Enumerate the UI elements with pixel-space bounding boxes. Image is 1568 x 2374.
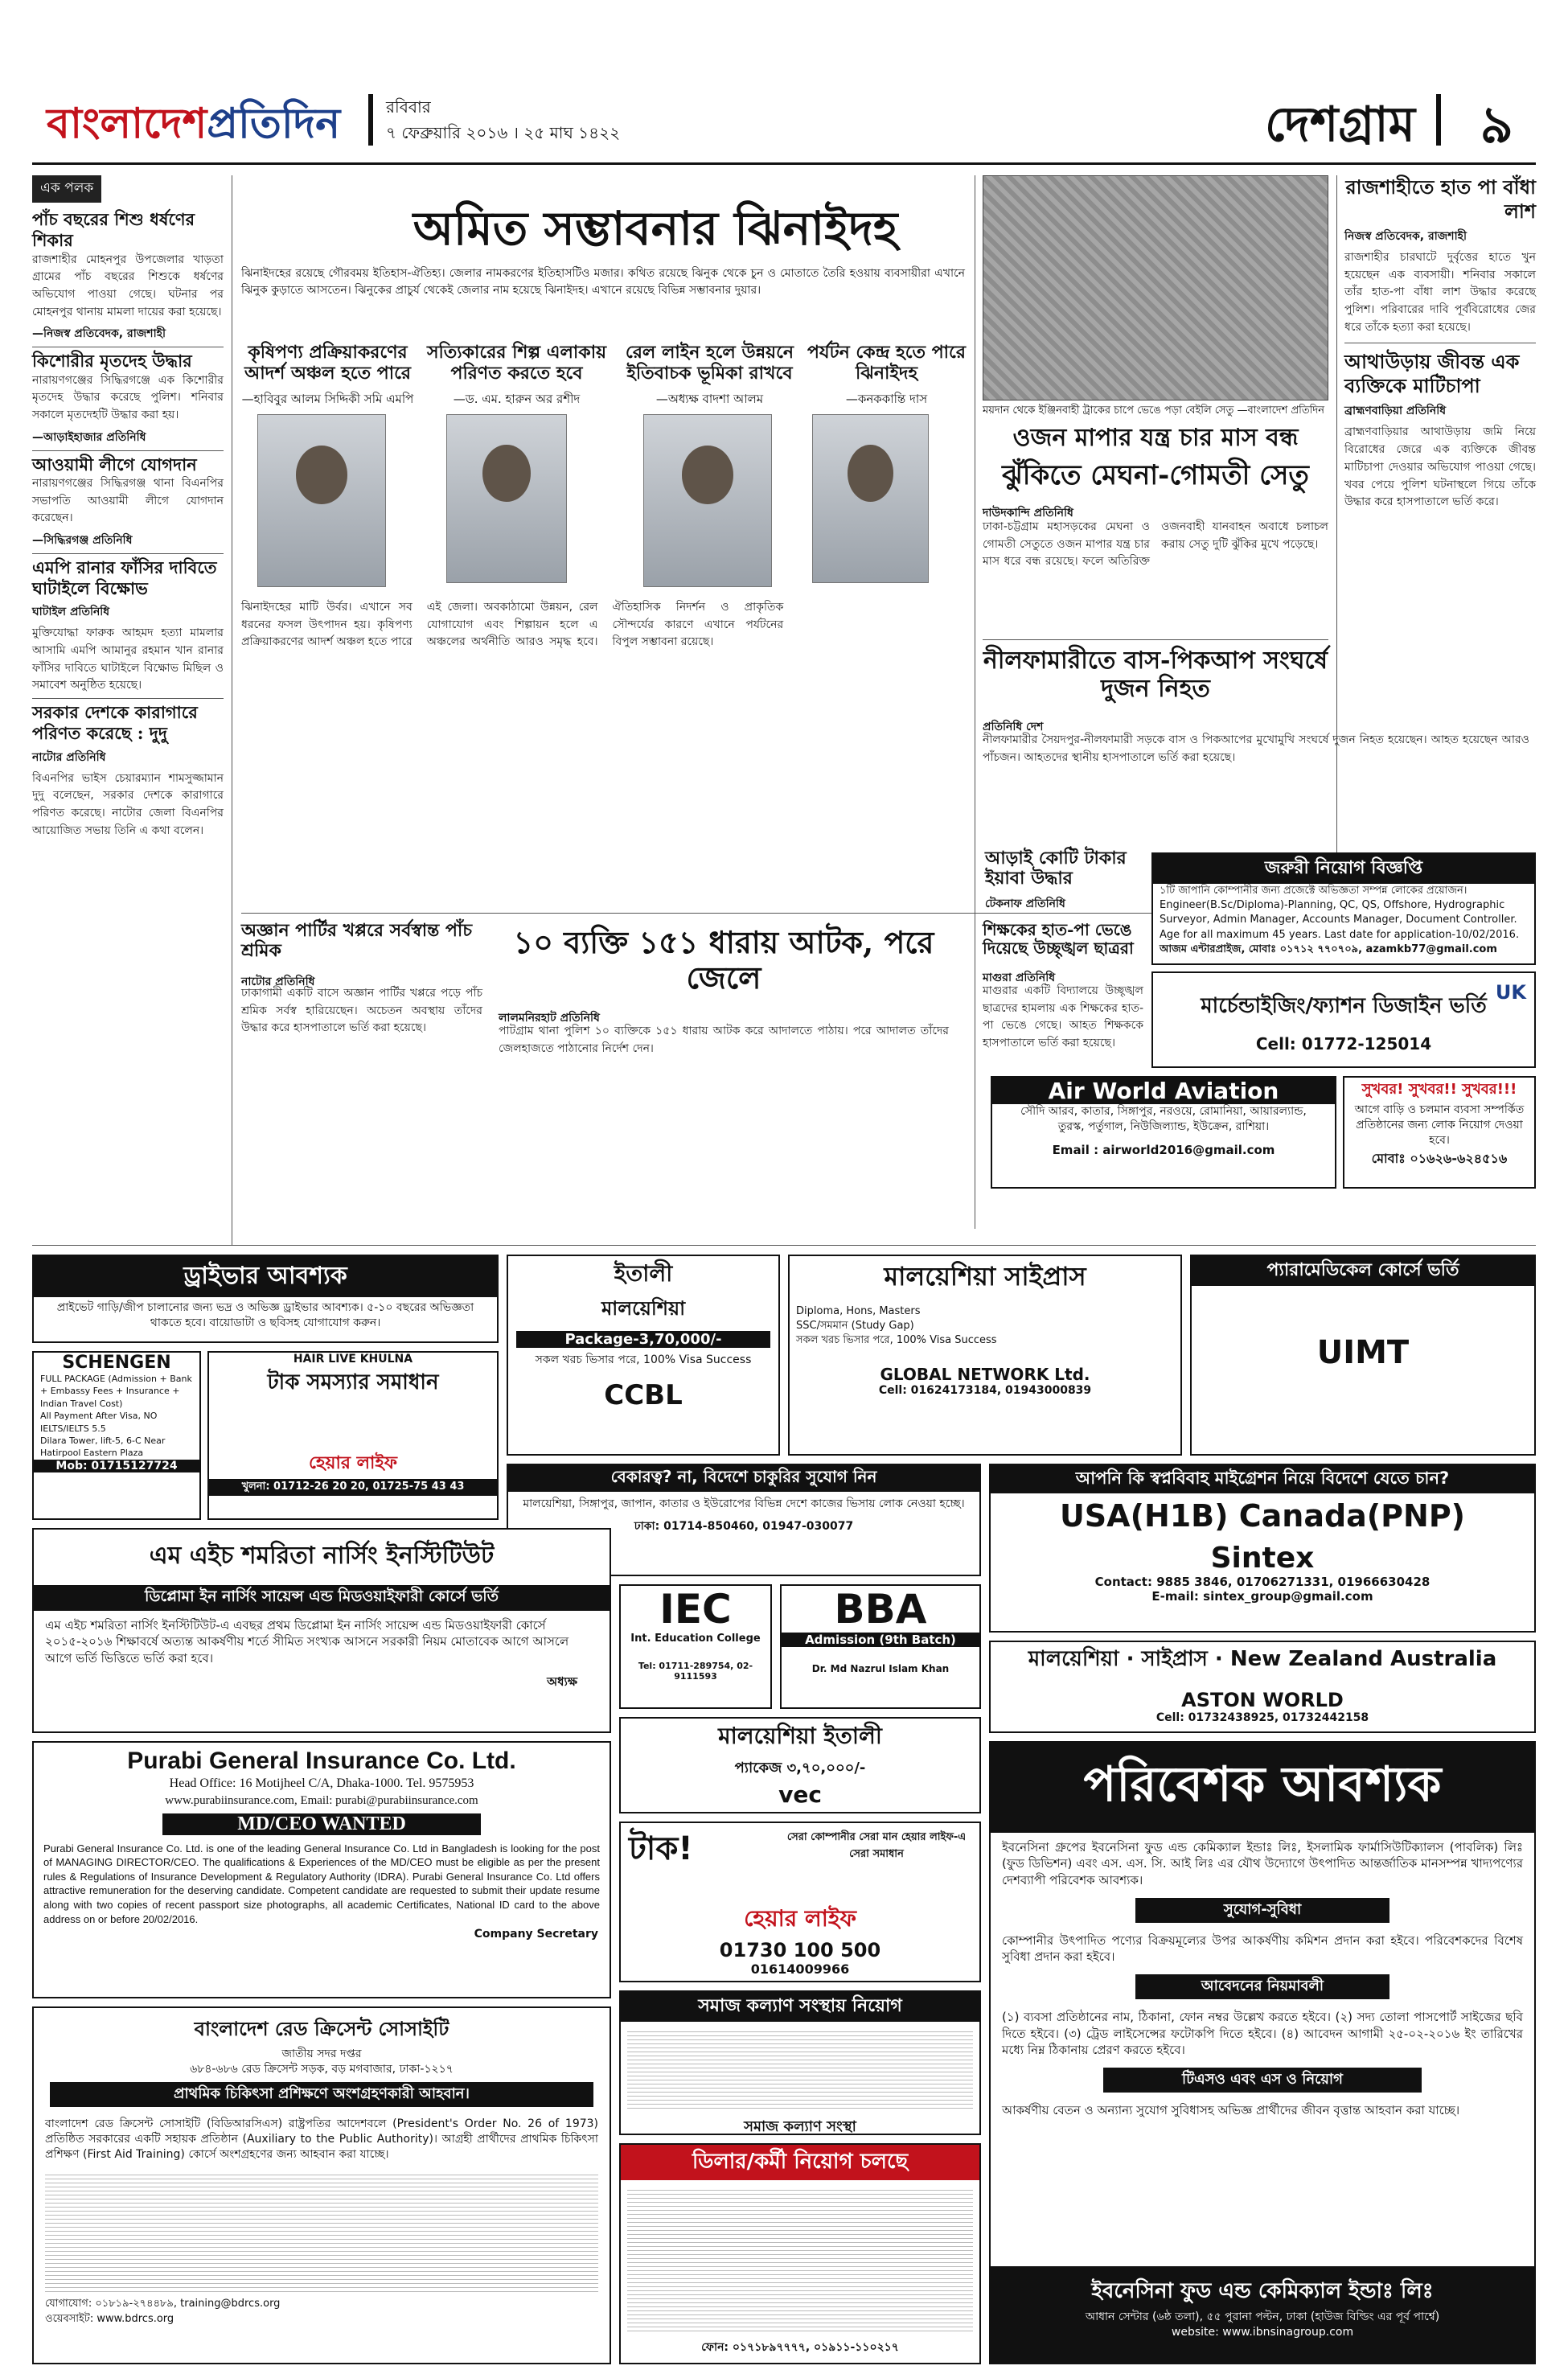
ad-title: IEC [659,1586,732,1633]
ad-phone: ঢাকা: 01714-850460, 01947-030077 [634,1519,854,1533]
ad-line: ১টি জাপানি কোম্পানীর জন্য প্রজেক্টে অভিজ্ঞতা সম্পন্ন লোকের প্রয়োজন। [1160,885,1467,897]
ad-org: সমাজ কল্যাণ সংস্থা [744,2118,856,2135]
red-crescent-ad[interactable] [32,2006,611,2364]
ad-brand: CCBL [604,1378,683,1411]
headline: আড়াই কোটি টাকার ইয়াবা উদ্ধার [985,848,1127,889]
headline: নীলফামারীতে বাস-পিকআপ সংঘর্ষে দুজন নিহত [983,647,1328,703]
ad-title: BBA [834,1586,927,1633]
news-item [32,209,224,343]
divider [32,1245,1536,1246]
ad-section-title: আবেদনের নিয়মাবলী [1135,1974,1389,1999]
ad-title: ড্রাইভার আবশ্যক [34,1256,497,1297]
ad-title: বেকারত্ব? না, বিদেশে চাকুরির সুযোগ নিন [508,1465,979,1492]
headline: কিশোরীর মৃতদেহ উদ্ধার [32,351,192,372]
air-world-ad[interactable] [991,1076,1336,1189]
divider [32,698,224,699]
nursing-institute-ad[interactable] [32,1528,611,1733]
hair-khulna-ad[interactable] [207,1351,499,1520]
ad-section-title: সুযোগ-সুবিধা [1135,1898,1389,1923]
ad-title: Air World Aviation [992,1078,1335,1104]
ad-contact: আজম এন্টারপ্রাইজ, মোবাঃ ০১৭১২ ৭৭০৭০৯, azamkb77@gmail.com [1160,943,1497,955]
ad-mobile: Mob: 01715127724 [34,1460,199,1472]
social-welfare-ad[interactable] [619,1990,981,2135]
ad-title: ডিলার/কর্মী নিয়োগ চলছে [621,2145,979,2180]
ad-title: Purabi General Insurance Co. Ltd. [127,1748,516,1774]
news-item [32,702,224,840]
portrait-photo [257,414,386,587]
right-column [1344,175,1536,511]
hair-life-ad[interactable] [619,1822,981,1982]
ad-subtitle: Admission (9th Batch) [782,1633,979,1647]
ad-title: টাক! [629,1830,693,1867]
byline: লালমনিরহাট প্রতিনিধি [499,1012,600,1025]
sub-headline: পর্যটন কেন্দ্র হতে পারে ঝিনাইদহ [807,342,966,384]
body: ঢাকা-চট্টগ্রাম মহাসড়কের মেঘনা ও গোমতী সেতুতে ওজন মাপার যন্ত্র চার মাস ধরে বন্ধ রয়েছে। ফলে অতিরিক্ত ওজনবাহী যানবাহন অবাধে চলাচল করায় সেতু দুটি ঝুঁকির মুখে পড়েছে। [983,520,1328,569]
sukhobor-ad[interactable] [1343,1076,1536,1189]
section-title: দেশগ্রাম [1264,97,1415,153]
body: বিএনপির ভাইস চেয়ারম্যান শামসুজ্জামান দুদু বলেছেন, সরকার দেশকে কারাগারে পরিণত করেছে। নাটোর জেলা বিএনপির আয়োজিত সভায় তিনি এ কথা বলেন। [32,771,224,837]
headline: অজ্ঞান পার্টির খপ্পরে সর্বস্বান্ত পাঁচ শ্রমিক [241,920,473,962]
newspaper-logo: বাংলাদেশপ্রতিদিন [47,99,341,148]
ad-line: Engineer(B.Sc/Diploma)-Planning, QC, QS, Offshore, Hydrographic Surveyor, Admin Manager, Accounts Manager, Document Controller. [1160,899,1517,926]
ad-body: (১) ব্যবসা প্রতিষ্ঠানের নাম, ঠিকানা, ফোন নম্বর উল্লেখ করতে হইবে। (২) সদ্য তোলা পাসপোর্ট সাইজের ছবি দিতে হইবে। (৩) ট্রেড লাইসেন্সের ফটোকপি দিতে হইবে। (৪) আবেদন আগামী ২৫-০২-২০১৬ ইং তারিখের মধ্যে নিম্ন ঠিকানায় প্রেরণ করতে হইবে। [1002,2010,1523,2057]
byline: —নিজস্ব প্রতিবেদক, রাজশাহী [32,327,166,341]
portrait-photo [643,414,772,587]
ad-subtitle: ডিপ্লোমা ইন নার্সিং সায়েন্স এন্ড মিডওয়াইফারী কোর্সে ভর্তি [34,1585,610,1611]
headline: পাঁচ বছরের শিশু ধর্ষণের শিকার [32,209,195,251]
ad-web: ওয়েবসাইট: www.bdrcs.org [45,2312,174,2325]
ad-line: SSC/সমমান (Study Gap) [796,1320,914,1333]
headline: এমপি রানার ফাঁসির দাবিতে ঘাটাইলে বিক্ষোভ [32,557,217,599]
ad-title: মালয়েশিয়া সাইপ্রাস [884,1261,1086,1292]
ad-phone: Cell: 01772-125014 [1255,1034,1432,1054]
byline: টেকনাফ প্রতিনিধি [985,897,1065,910]
ad-title: পরিবেশক আবশ্যক [991,1743,1534,1833]
ad-company: ইবনেসিনা ফুড এন্ড কেমিক্যাল ইন্ডাঃ লিঃ [1091,2279,1434,2303]
byline: দাউদকান্দি প্রতিনিধি [983,507,1073,520]
ad-line: Age for all maximum 45 years. Last date for application-10/02/2016. [1160,928,1520,941]
body: নীলফামারীর সৈয়দপুর-নীলফামারী সড়কে বাস ও পিকআপের মুখোমুখি সংঘর্ষে দুজন নিহত হয়েছেন। আহত হয়েছেন আরও পাঁচজন। আহতদের স্থানীয় হাসপাতালে ভর্তি করা হয়েছে। [983,733,1529,764]
page-number: ৯ [1480,95,1513,155]
headline: আওয়ামী লীগে যোগদান [32,454,197,474]
body: মুক্তিযোদ্ধা ফারুক আহমদ হত্যা মামলার আসামি এমপি আমানুর রহমান খান রানার ফাঁসির দাবিতে ঘাটাইলে বিক্ষোভ মিছিল ও সমাবেশ অনুষ্ঠিত হয়েছে। [32,626,224,692]
malaysia-cyprus-ad[interactable] [788,1255,1182,1456]
italy-ad[interactable] [507,1255,780,1456]
malaysia-italy-ad[interactable] [619,1717,981,1813]
ad-email: Email : airworld2016@gmail.com [1052,1142,1275,1157]
ad-phone: খুলনা: 01712-26 20 20, 01725-75 43 43 [209,1479,497,1496]
body: রাজশাহীর মোহনপুর উপজেলার খাড়তা গ্রামের পাঁচ বছরের শিশুকে ধর্ষণের অভিযোগ পাওয়া গেছে। ঘটনার পর মোহনপুর থানায় মামলা দায়ের করা হয়েছে। [32,253,224,318]
ad-body: ইবনেসিনা গ্রুপের ইবনেসিনা ফুড এন্ড কেমিক্যাল ইন্ডাঃ লিঃ, ইসলামিক ফার্মাসিউটিক্যালস (পাবলিক) লিঃ (ফুড ডিভিশন) এবং এস. এস. সি. আই লিঃ এর যৌথ উদ্যোগে উৎপাদিত আন্তর্জাতিক মানসম্পন্ন খাদ্যপণ্যের দেশব্যাপী পরিবেশক আবশ্যক। [1002,1840,1523,1887]
ad-phone: মোবাঃ ০১৬২৬-৬২৪৫১৬ [1371,1150,1508,1166]
masthead-day: রবিবার [386,97,431,117]
ad-phone: Cell: 01624173184, 01943000839 [878,1383,1092,1397]
photo-caption: ময়দান থেকে ইঞ্জিনবাহী ট্রাকের চাপে ভেঙে পড়া বেইলি সেতু —বাংলাদেশ প্রতিদিন [983,405,1324,417]
ad-phone: Tel: 01711-289754, 02-9111593 [638,1661,753,1682]
ad-brand: UIMT [1316,1334,1410,1371]
ad-title: আপনি কি স্বপ্নবিবাহ মাইগ্রেশন নিয়ে বিদেশে যেতে চান? [991,1465,1534,1493]
headline: সরকার দেশকে কারাগারে পরিণত করেছে : দুদু [32,702,198,744]
body: মাগুরার একটি বিদ্যালয়ে উচ্ছৃঙ্খল ছাত্রদের হামলায় এক শিক্ষকের হাত-পা ভেঙে গেছে। আহত শিক্ষককে হাসপাতালে ভর্তি করা হয়েছে। [983,984,1143,1050]
sub-byline: —অধ্যক্ষ বাদশা আলম [655,392,764,406]
body: ব্রাহ্মণবাড়িয়ার আথাউড়ায় জমি নিয়ে বিরোধের জেরে এক ব্যক্তিকে জীবন্ত মাটিচাপা দেওয়ার অভিযোগ পাওয়া গেছে। খবর পেয়ে পুলিশ ঘটনাস্থলে গিয়ে তাঁকে উদ্ধার করে হাসপাতালে ভর্তি করে। [1344,425,1536,509]
left-column [32,175,224,840]
ad-address: Head Office: 16 Motijheel C/A, Dhaka-1000. Tel. 9575953 [169,1776,474,1790]
dealer-ad[interactable] [619,2143,981,2364]
ad-brand: GLOBAL NETWORK Ltd. [880,1364,1090,1384]
sub-headline: রেল লাইন হলে উন্নয়নে ইতিবাচক ভূমিকা রাখবে [625,342,794,384]
ad-body: Purabi General Insurance Co. Ltd. is one of the leading General Insurance Co. Ltd in Bangladesh is looking for the post of MANAGING DIRECTOR/CEO. The qualifications & Experiences of the MD/CEO must be eligible as per the present rules & Regulations of Insurance Development & Regulatory Authority (IDRA). Purabi General Insurance Co. Ltd offers attractive remuneration for the deserving candidate. Competent candidate are requested to submit their update resume along with two copies of recent passport size photographs, all academic Certificates, National ID card to the above address on or before 20/02/2016. [43,1842,600,1925]
ad-body: বাংলাদেশ রেড ক্রিসেন্ট সোসাইটি (বিডিআরসিএস) রাষ্ট্রপতির আদেশবলে (President's Order No. 26 of 1973) প্রতিষ্ঠিত সরকারের একটি সহায়ক প্রতিষ্ঠান (Auxiliary to the Public Authority)। আগ্রহী প্রার্থীদের প্রাথমিক চিকিৎসা প্রশিক্ষণ (First Aid Training) কোর্সে অংশগ্রহণের জন্য আহবান করা যাচ্ছে। [45,2117,598,2161]
ad-brand: Sintex [1210,1542,1315,1575]
ad-title: এম এইচ শমরিতা নার্সিং ইনস্টিটিউট [149,1542,495,1570]
body: নারায়ণগঞ্জের সিদ্ধিরগঞ্জে এক কিশোরীর মৃতদেহ উদ্ধার করেছে পুলিশ। শনিবার সকালে মৃতদেহটি উদ্ধার করা হয়। [32,373,224,421]
ad-title: মার্চেন্ডাইজিং/ফ্যাশন ডিজাইন ভর্তি [1201,994,1487,1018]
ad-title: জরুরী নিয়োগ বিজ্ঞপ্তি [1153,854,1534,884]
headline: ১০ ব্যক্তি ১৫১ ধারায় আটক, পরে জেলে [513,924,934,996]
ad-address: ৬৮৪-৬৮৬ রেড ক্রিসেন্ট সড়ক, বড় মগবাজার, ঢাকা-১২১৭ [190,2062,454,2076]
lead-body: ঝিনাইদহের মাটি উর্বর। এখানে সব ধরনের ফসল উৎপাদন হয়। কৃষিপণ্য প্রক্রিয়াকরণের আদর্শ অঞ্চল হতে পারে এই জেলা। অবকাঠামো উন্নয়ন, রেল যোগাযোগ এবং শিল্পায়ন হলে এ অঞ্চলের অর্থনীতি আরও সমৃদ্ধ হবে। ঐতিহাসিক নিদর্শন ও প্রাকৃতিক সৌন্দর্যের কারণে এখানে পর্যটনের বিপুল সম্ভাবনা রয়েছে। [241,601,784,649]
headline: আথাউড়ায় জীবন্ত এক ব্যক্তিকে মাটিচাপা [1344,350,1520,398]
ad-title: প্যারামেডিকেল কোর্সে ভর্তি [1192,1256,1534,1286]
ad-line: FULL PACKAGE (Admission + Bank + Embassy Fees + Insurance + Indian Travel Cost) [40,1374,192,1409]
ad-address: আধান সেন্টার (৬ষ্ঠ তলা), ৫৫ পুরানা পল্টন, ঢাকা (হাউজ বিল্ডিং এর পূর্ব পার্শ্বে) [1085,2310,1440,2323]
news-item [32,454,224,550]
byline: নাটোর প্রতিনিধি [32,750,106,764]
ad-phone: 01614009966 [750,1961,850,1977]
byline: —আড়াইহাজার প্রতিনিধি [32,430,146,444]
ad-web: website: www.ibnsinagroup.com [1171,2325,1354,2339]
masthead-divider [368,94,373,146]
ad-brand: হেয়ার লাইফ [744,1905,856,1932]
ibn-sina-ad[interactable] [989,1741,1536,2364]
ad-line: সৌদি আরব, কাতার, সিঙ্গাপুর, নরওয়ে, রোমানিয়া, আয়ারল্যান্ড, [1020,1105,1307,1118]
ad-title: সমাজ কল্যাণ সংস্থায় নিয়োগ [621,1992,979,2022]
ad-visa: সকল খরচ ভিসার পরে, 100% Visa Success [535,1353,752,1366]
sub-headline: সত্যিকারের শিল্প এলাকায় পরিণত করতে হবে [426,342,607,384]
news-item [32,557,224,695]
ad-email: E-mail: sintex_group@gmail.com [1151,1589,1373,1604]
body: রাজশাহীর চারঘাটে দুর্বৃত্তের হাতে খুন হয়েছেন এক ব্যবসায়ী। শনিবার সকালে তাঁর হাত-পা বাঁধা লাশ উদ্ধার করেছে পুলিশ। পরিবারের দাবি পূর্ববিরোধের জের ধরে তাঁকে হত্যা করা হয়েছে। [1344,251,1536,334]
ad-title: সুখবর! সুখবর!! সুখবর!!! [1361,1081,1517,1098]
ad-title: ইতালী [614,1260,673,1287]
ad-title: বাংলাদেশ রেড ক্রিসেন্ট সোসাইটি [194,2018,449,2040]
driver-ad[interactable] [32,1255,499,1343]
bba-ad[interactable] [780,1584,981,1709]
sub-byline: —ড. এম. হারুন অর রশীদ [453,392,581,406]
ad-body: মালয়েশিয়া, সিঙ্গাপুর, জাপান, কাতার ও ইউরোপের বিভিন্ন দেশে কাজের ভিসায় লোক নেওয়া হচ্ছে। [523,1497,965,1510]
ad-title: টাক সমস্যার সমাধান [267,1370,439,1394]
headline: শিক্ষকের হাত-পা ভেঙে দিয়েছে উচ্ছৃঙ্খল ছাত্ররা [983,920,1134,958]
column-tag: এক পলক [32,175,101,203]
text-block [45,2171,598,2292]
table-row [627,2028,973,2109]
byline: নাটোর প্রতিনিধি [241,975,315,988]
ad-body: কোম্পানীর উৎপাদিত পণ্যের বিক্রয়মূল্যের উপর আকর্ষণীয় কমিশন প্রদান করা হইবে। পরিবেশকদের বিশেষ সুবিধা প্রদান করা হইবে। [1002,1932,1523,1964]
portrait-photo [446,414,567,583]
ad-phone: ফোন: ০১৭১৮৯৭৭৭৭, ০১৯১১-১১০২১৭ [701,2341,899,2354]
ad-wanted: MD/CEO WANTED [162,1813,481,1835]
divider [983,639,1328,640]
byline: ঘাটাইল প্রতিনিধি [32,606,110,619]
byline: —সিদ্ধিরগঞ্জ প্রতিনিধি [32,533,133,547]
body: ঢাকাগামী একটি বাসে অজ্ঞান পার্টির খপ্পরে পড়ে পাঁচ শ্রমিক সর্বস্ব হারিয়েছেন। অচেতন অবস্থায় তাঁদের উদ্ধার করে হাসপাতালে ভর্তি করা হয়েছে। [241,987,482,1035]
ad-headline: USA(H1B) Canada(PNP) [1059,1498,1466,1534]
lead-title: অমিত সম্ভাবনার ঝিনাইদহ [413,201,898,256]
ad-line: All Payment After Visa, NO IELTS/IELTS 5.5 [40,1411,158,1434]
iec-ad[interactable] [619,1584,772,1709]
news-item [32,351,224,446]
divider [32,450,224,451]
ad-footer [991,2266,1534,2363]
ad-sign: অধ্যক্ষ [547,1674,577,1689]
ad-price: প্যাকেজ ৩,৭০,০০০/- [734,1760,866,1776]
job-circular-ad[interactable] [1151,852,1536,965]
headline: ঝুঁকিতে মেঘনা-গোমতী সেতু [1002,459,1309,491]
ad-line: Diploma, Hons, Masters [796,1305,921,1317]
masthead-date: ৭ ফেব্রুয়ারি ২০১৬ । ২৫ মাঘ ১৪২২ [386,123,621,142]
ad-body: আকর্ষণীয় বেতন ও অন্যান্য সুযোগ সুবিধাসহ অভিজ্ঞ প্রার্থীদের জীবন বৃত্তান্ত আহবান করা যাচ্ছে। [1002,2103,1460,2117]
ad-package: Package-3,70,000/- [516,1331,770,1348]
byline: ব্রাহ্মণবাড়িয়া প্রতিনিধি [1344,405,1447,418]
ad-tag: HAIR LIVE KHULNA [293,1353,413,1366]
ad-phone: Contact: 9885 3846, 01706271331, 01966630428 [1094,1575,1430,1589]
ad-contact: যোগাযোগ: ০১৮১৯-২৭৪৪৮৯, training@bdrcs.org [45,2298,281,2310]
ad-headline: সেরা কোম্পানীর সেরা মান হেয়ার লাইফ-এ সেরা সমাধান [786,1831,967,1860]
ad-title: SCHENGEN [62,1353,171,1373]
masthead-divider [1436,94,1441,146]
body: পাটগ্রাম থানা পুলিশ ১০ ব্যক্তিকে ১৫১ ধারায় আটক করে আদালতে পাঠায়। পরে আদালত তাঁদের জেলহাজতে পাঠানোর নির্দেশ দেন। [499,1025,949,1055]
ad-body: এম এইচ শমরিতা নার্সিং ইনস্টিটিউট-এ এবছর প্রথম ডিপ্লোমা ইন নার্সিং সায়েন্স এন্ড মিডওয়াইফারী কোর্সে ২০১৫-২০১৬ শিক্ষাবর্ষে অত্যন্ত আকর্ষণীয় শর্তে সীমিত সংখ্যক আসনে সরকারী নিয়ম মোতাবেক আগে আসলে আগে ভর্তি ভিত্তিতে ভর্তি করা হবে। [45,1618,569,1665]
ad-badge: UK [1495,981,1526,1004]
byline: প্রতিনিধি দেশ [983,721,1044,733]
purabi-insurance-ad[interactable] [32,1741,611,1998]
ad-phone: Cell: 01732438925, 01732442158 [1155,1711,1369,1724]
divider [32,553,224,554]
ad-subtitle: জাতীয় সদর দপ্তর [281,2047,362,2060]
ad-subtitle: Int. Education College [630,1633,761,1645]
merchandising-ad[interactable] [1151,971,1536,1068]
lead-intro: ঝিনাইদহের রয়েছে গৌরবময় ইতিহাস-ঐতিহ্য। জেলার নামকরণের ইতিহাসটিও মজার। কথিত রয়েছে ঝিনুক থেকে চুন ও মোতাতে তৈরি হওয়ায় ব্যবসায়ীরা এখানে ঝিনুক কুড়াতে আসতেন। ঝিনুকের প্রাচুর্য থেকেই জেলার নাম হয়েছে ঝিনাইদহ। এখানে রয়েছে বিভিন্ন সম্ভাবনার দুয়ার। [241,267,965,297]
usa-h1b-ad[interactable] [989,1464,1536,1633]
ad-notice: প্রাথমিক চিকিৎসা প্রশিক্ষণে অংশগ্রহণকারী আহবান। [50,2082,593,2107]
ad-body: প্রাইভেট গাড়ি/জীপ চালানোর জন্য ভদ্র ও অভিজ্ঞ ড্রাইভার আবশ্যক। ৫-১০ বছরের অভিজ্ঞতা থাকতে হবে। বায়োডাটা ও ছবিসহ যোগাযোগ করুন। [56,1301,474,1329]
sub-byline: —কনককান্তি দাস [845,392,928,406]
ad-title: মালয়েশিয়া · সাইপ্রাস · New Zealand Australia [1028,1647,1497,1671]
ad-line: Dilara Tower, lift-5, 6-C Near Hatirpool Eastern Plaza [40,1435,166,1459]
sub-byline: —হাবিবুর আলম সিদ্দিকী সমি এমপি [241,392,414,406]
byline: মাগুরা প্রতিনিধি [983,971,1056,984]
portrait-photo [812,414,929,583]
ad-sign: Company Secretary [474,1928,598,1941]
masthead [32,76,1536,165]
headline: রাজশাহীতে হাত পা বাঁধা লাশ [1345,175,1536,223]
body: নারায়ণগঞ্জের সিদ্ধিরগঞ্জ থানা বিএনপির সভাপতি আওয়ামী লীগে যোগদান করেছেন। [32,476,224,525]
news-photo [983,175,1328,400]
table-row [627,2187,973,2331]
ad-line: সকল খরচ ভিসার পরে, 100% Visa Success [796,1334,997,1347]
ad-web: www.purabiinsurance.com, Email: purabi@purabiinsurance.com [165,1793,478,1807]
aston-world-ad[interactable] [989,1641,1536,1733]
schengen-ad[interactable] [32,1351,201,1520]
byline: নিজস্ব প্রতিবেদক, রাজশাহী [1344,230,1467,243]
paramedical-ad[interactable] [1190,1255,1536,1456]
sub-headline: কৃষিপণ্য প্রক্রিয়াকরণের আদর্শ অঞ্চল হতে পারে [244,342,412,384]
ad-line: তুরস্ক, পর্তুগাল, নিউজিল্যান্ড, ইউক্রেন, রাশিয়া। [1057,1119,1270,1133]
ad-principal: Dr. Md Nazrul Islam Khan [811,1663,950,1674]
ad-brand: ASTON WORLD [1181,1689,1344,1711]
ad-brand: হেয়ার লাইফ [309,1453,397,1473]
ad-brand: vec [778,1781,822,1808]
ad-body: আগে বাড়ি ও চলমান ব্যবসা সম্পর্কিত প্রতিষ্ঠানের জন্য লোক নিয়োগ দেওয়া হবে। [1354,1103,1525,1147]
headline: ওজন মাপার যন্ত্র চার মাস বন্ধ [1012,424,1299,452]
ad-title: মালয়েশিয়া ইতালী [718,1723,882,1749]
ad-section-title: টিএসও এবং এস ও নিয়োগ [1103,2068,1422,2093]
ad-phone: 01730 100 500 [719,1939,881,1961]
ad-title: মালয়েশিয়া [601,1297,686,1320]
